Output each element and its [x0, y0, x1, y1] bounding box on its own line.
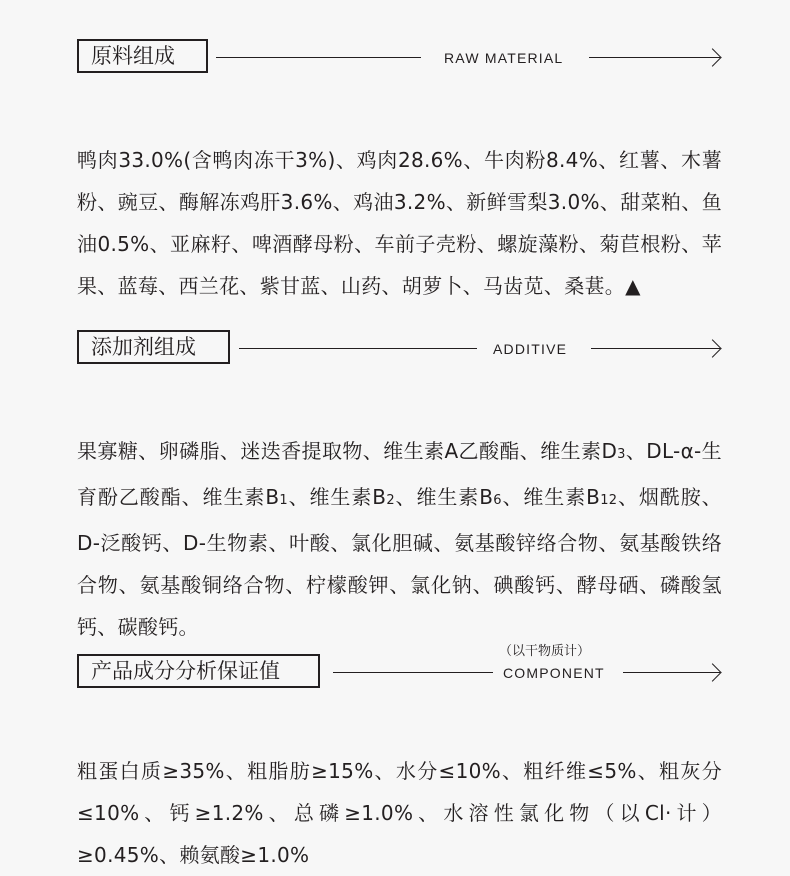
header-line-right	[591, 348, 720, 349]
raw-material-section	[77, 39, 722, 307]
component-text: 粗蛋白质≥35%、粗脂肪≥15%、水分≤10%、粗纤维≤5%、粗灰分≤10%、钙≥1.2%、总磷≥1.0%、水溶性氯化物（以Cl·计）≥0.45%、赖氨酸≥1.0%	[77, 759, 722, 867]
additive-title-en: ADDITIVE	[493, 341, 568, 357]
raw-material-header	[77, 39, 722, 79]
header-line-left	[239, 348, 477, 349]
header-line-right	[589, 57, 720, 58]
arrow-right-icon	[703, 663, 721, 681]
additive-text: 果寡糖、卵磷脂、迷迭香提取物、维生素A乙酸酯、维生素D3、DL-α-生育酚乙酸酯、维生素B1、维生素B2、维生素B6、维生素B12、烟酰胺、D-泛酸钙、D-生物素、叶酸、氯化胆碱、氨基酸锌络合物、氨基酸铁络合物、氨基酸铜络合物、柠檬酸钾、氯化钠、碘酸钙、酵母硒、磷酸氢钙、碳酸钙。	[77, 439, 722, 639]
component-note: （以干物质计）	[499, 644, 591, 659]
raw-material-text: 鸭肉33.0%(含鸭肉冻干3%)、鸡肉28.6%、牛肉粉8.4%、红薯、木薯粉、豌豆、酶解冻鸡肝3.6%、鸡油3.2%、新鲜雪梨3.0%、甜菜粕、鱼油0.5%、亚麻籽、啤酒酵母粉、车前子壳粉、螺旋藻粉、菊苣根粉、苹果、蓝莓、西兰花、紫甘蓝、山药、胡萝卜、马齿苋、桑葚。▲	[77, 148, 722, 298]
raw-material-title-en: RAW MATERIAL	[444, 50, 564, 66]
raw-material-title: 原料组成	[77, 39, 208, 73]
arrow-right-icon	[703, 339, 721, 357]
header-line-left	[216, 57, 421, 58]
header-line-left	[333, 672, 493, 673]
component-title-en: COMPONENT	[503, 665, 605, 681]
additive-title: 添加剂组成	[77, 330, 230, 364]
component-header	[77, 644, 722, 694]
additive-section	[77, 330, 722, 648]
additive-header	[77, 330, 722, 370]
component-section	[77, 644, 722, 876]
component-title: 产品成分分析保证值	[77, 654, 320, 688]
arrow-right-icon	[703, 48, 721, 66]
